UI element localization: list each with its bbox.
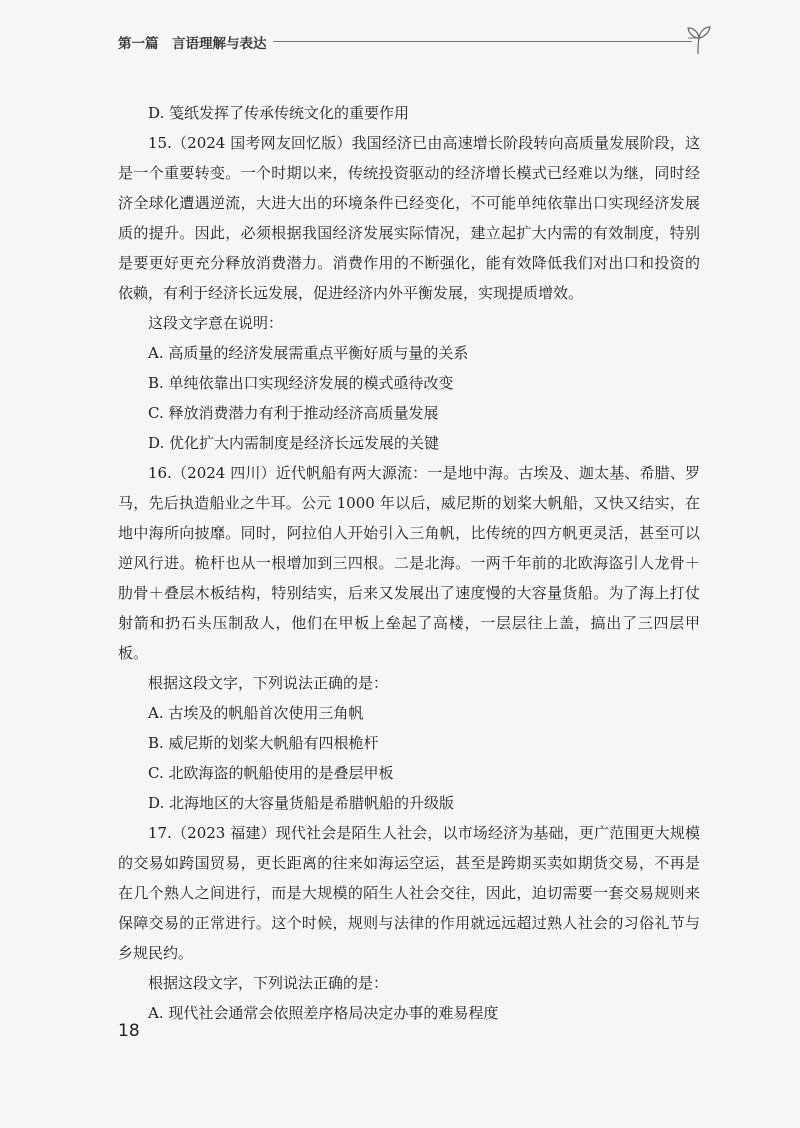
sprout-leaf-icon (684, 24, 714, 56)
prev-question-option-d: D. 笺纸发挥了传承传统文化的重要作用 (148, 104, 410, 122)
question-16-option-b: B. 威尼斯的划桨大帆船有四根桅杆 (148, 734, 379, 752)
question-16-option-c: C. 北欧海盗的帆船使用的是叠层甲板 (148, 764, 394, 782)
question-15-option-d: D. 优化扩大内需制度是经济长远发展的关键 (148, 434, 440, 452)
question-16-stem: 根据这段文字，下列说法正确的是： (148, 674, 389, 692)
question-16-option-d: D. 北海地区的大容量货船是希腊帆船的升级版 (148, 794, 455, 812)
question-15-passage: 15.（2024 国考网友回忆版）我国经济已由高速增长阶段转向高质量发展阶段，这是一个重要转变。一个时期以来，传统投资驱动的经济增长模式已经难以为继，同时经济全球化遭遇逆流，大进大出的环境条件已经变化，不可能单纯依靠出口实现经济发展质的提升。因此，必须根据我国经济发展实际情况，建立起扩大内需的有效制度，特别是要更好更充分释放消费潜力。消费作用的不断强化，能有效降低我们对出口和投资的依赖，有利于经济长远发展，促进经济内外平衡发展，实现提质增效。 (118, 134, 700, 302)
question-15-option-b: B. 单纯依靠出口实现经济发展的模式亟待改变 (148, 374, 454, 392)
question-17-option-a: A. 现代社会通常会依照差序格局决定办事的难易程度 (148, 1004, 499, 1022)
question-15-option-c: C. 释放消费潜力有利于推动经济高质量发展 (148, 404, 439, 422)
question-16-option-a: A. 古埃及的帆船首次使用三角帆 (148, 704, 364, 722)
page-body (118, 98, 700, 1028)
question-15-option-a: A. 高质量的经济发展需重点平衡好质与量的关系 (148, 344, 469, 362)
question-17-stem: 根据这段文字，下列说法正确的是： (148, 974, 389, 992)
question-15-stem: 这段文字意在说明： (148, 314, 284, 332)
page-number: 18 (118, 1021, 140, 1041)
running-header (118, 28, 714, 54)
header-title: 第一篇 言语理解与表达 (118, 32, 273, 52)
question-16-passage: 16.（2024 四川）近代帆船有两大源流：一是地中海。古埃及、迦太基、希腊、罗马，先后执造船业之牛耳。公元 1000 年以后，威尼斯的划桨大帆船，又快又结实，在地中海所向披靡。同时，阿拉伯人开始引入三角帆，比传统的四方帆更灵活，甚至可以逆风行进。桅杆也从一根增加到三四根。二是北海。一两千年前的北欧海盗引人龙骨＋肋骨＋叠层木板结构，特别结实，后来又发展出了速度慢的大容量货船。为了海上打仗射箭和扔石头压制敌人，他们在甲板上垒起了高楼，一层层往上盖，搞出了三四层甲板。 (118, 464, 700, 662)
question-17-passage: 17.（2023 福建）现代社会是陌生人社会，以市场经济为基础，更广范围更大规模的交易如跨国贸易，更长距离的往来如海运空运，甚至是跨期买卖如期货交易，不再是在几个熟人之间进行，而是大规模的陌生人社会交往，因此，迫切需要一套交易规则来保障交易的正常进行。这个时候，规则与法律的作用就远远超过熟人社会的习俗礼节与乡规民约。 (118, 824, 700, 962)
